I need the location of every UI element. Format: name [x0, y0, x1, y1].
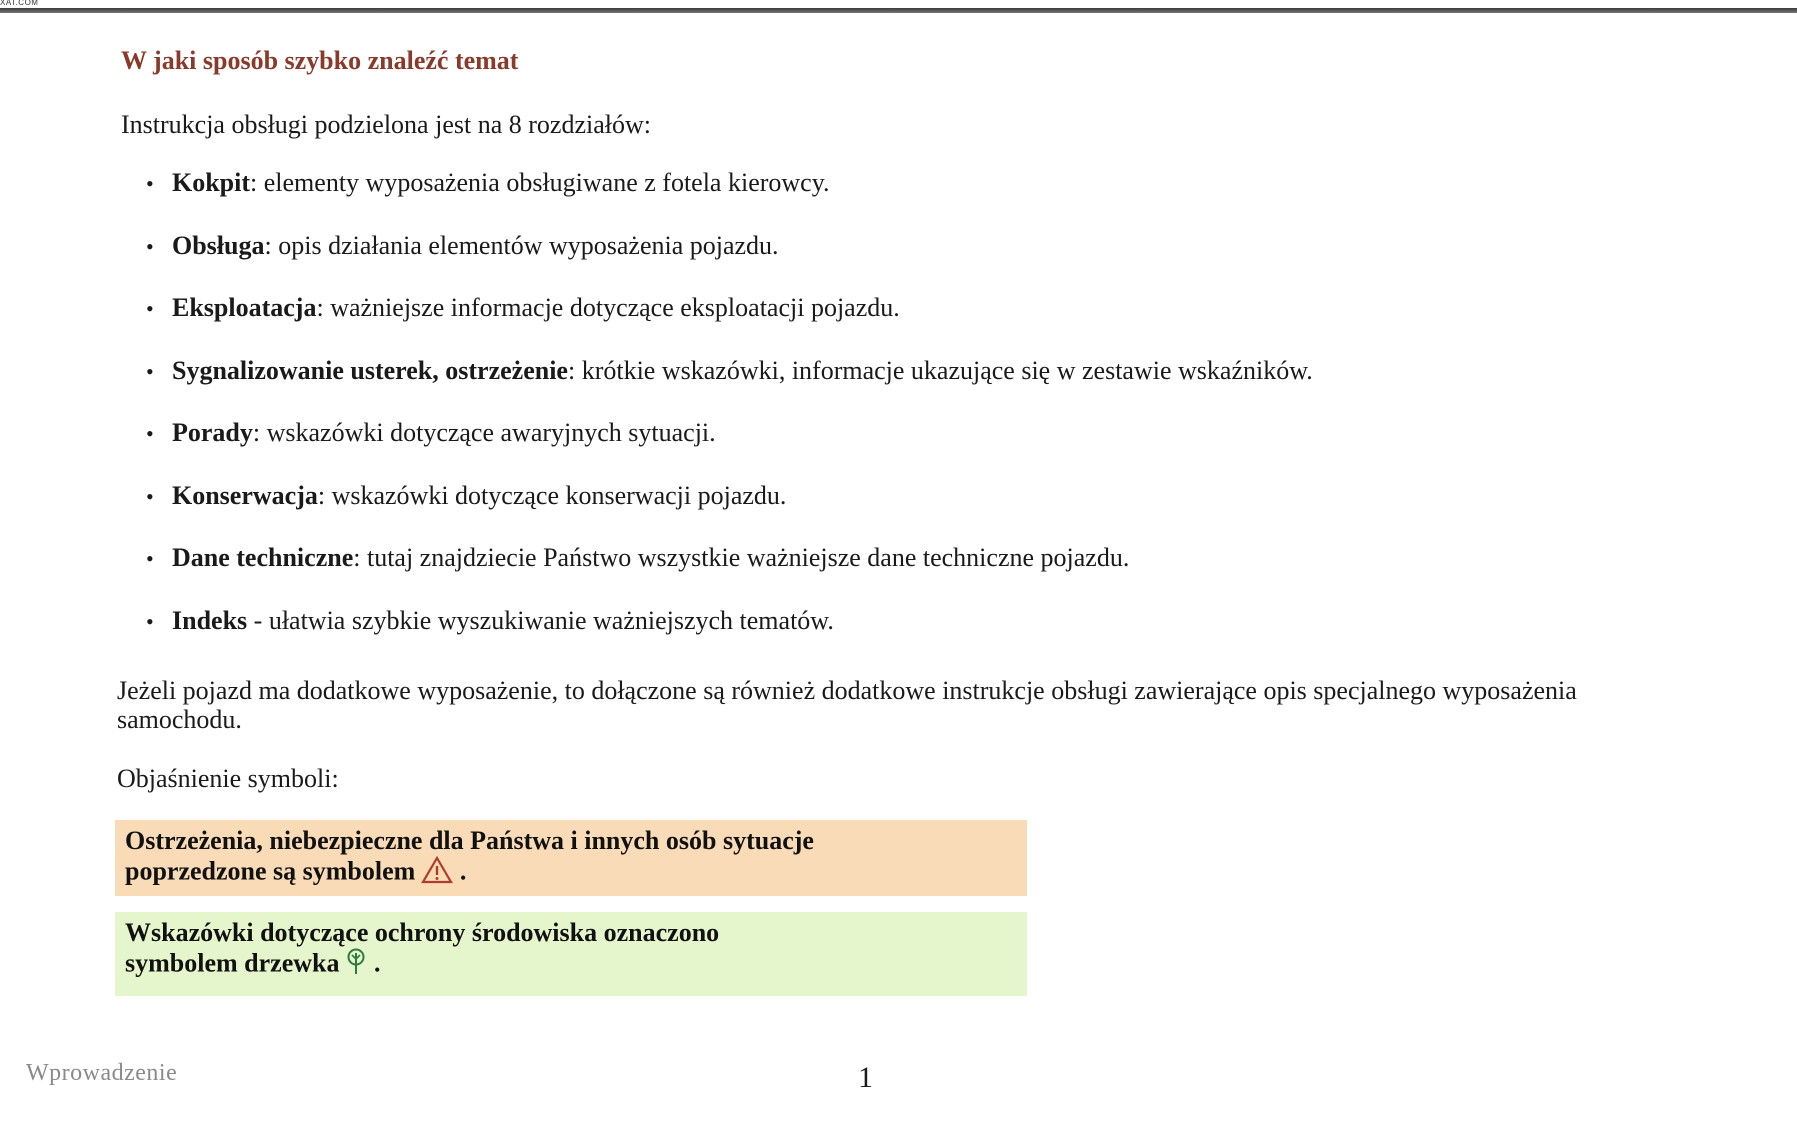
list-item — [146, 543, 1313, 606]
list-item — [146, 418, 1313, 481]
corner-watermark: XAT.COM — [0, 0, 39, 7]
list-item — [146, 606, 1313, 669]
chapter-description: : opis działania elementów wyposażenia pojazdu. — [264, 230, 779, 260]
chapter-description: : ważniejsze informacje dotyczące eksploatacji pojazdu. — [316, 293, 900, 322]
intro-text: Instrukcja obsługi podzielona jest na 8 rozdziałów: — [121, 110, 651, 139]
bullet-icon: • — [146, 608, 154, 634]
page-heading: W jaki sposób szybko znaleźć temat — [121, 46, 519, 75]
bullet-icon: • — [146, 296, 154, 321]
chapter-list — [146, 168, 1313, 668]
chapter-description: : wskazówki dotyczące konserwacji pojazdu. — [317, 480, 787, 510]
list-item — [146, 231, 1313, 294]
environment-note-line: Wskazówki dotyczące ochrony środowiska oznaczono — [125, 918, 720, 947]
footer-section-name: Wprowadzenie — [26, 1060, 178, 1086]
environment-note-end: . — [367, 948, 381, 978]
environment-note-text: symbolem drzewka — [125, 948, 340, 978]
symbols-label: Objaśnienie symboli: — [117, 764, 339, 793]
chapter-title: Obsługa — [172, 230, 265, 260]
warning-note-box — [115, 820, 1027, 896]
bullet-icon: • — [146, 358, 154, 384]
chapter-description: : krótkie wskazówki, informacje ukazujące się w zestawie wskaźników. — [567, 355, 1313, 385]
extra-equipment-text: Jeżeli pojazd ma dodatkowe wyposażenie, to dołączone są również dodatkowe instrukcje obsługi zawierające opis specjalnego wyposażenia samochodu. — [117, 676, 1577, 734]
chapter-description: : tutaj znajdziecie Państwo wszystkie ważniejsze dane techniczne pojazdu. — [353, 543, 1130, 572]
warning-note-end: . — [453, 856, 467, 886]
warning-triangle-icon — [421, 856, 453, 891]
warning-note-line-2 — [125, 856, 1017, 891]
warning-note-text: poprzedzone są symbolem — [125, 856, 416, 886]
chapter-description: - ułatwia szybkie wyszukiwanie ważniejszych tematów. — [247, 605, 834, 635]
list-item — [146, 293, 1313, 356]
chapter-title: Eksploatacja — [172, 293, 317, 322]
chapter-title: Porady — [172, 418, 253, 447]
list-item — [146, 356, 1313, 419]
environment-note-box — [115, 912, 1027, 996]
bullet-icon: • — [146, 421, 154, 446]
bullet-icon: • — [146, 171, 154, 196]
chapter-title: Konserwacja — [172, 480, 318, 510]
chapter-description: : elementy wyposażenia obsługiwane z fotela kierowcy. — [250, 168, 830, 197]
tree-icon — [345, 948, 367, 983]
chapter-title: Sygnalizowanie usterek, ostrzeżenie — [172, 355, 568, 385]
list-item — [146, 168, 1313, 231]
list-item — [146, 481, 1313, 544]
page-number: 1 — [858, 1061, 873, 1094]
chapter-description: : wskazówki dotyczące awaryjnych sytuacji. — [252, 418, 716, 447]
warning-note-line: Ostrzeżenia, niebezpieczne dla Państwa i innych osób sytuacje — [125, 826, 814, 855]
bullet-icon: • — [146, 233, 154, 259]
chapter-title: Dane techniczne — [172, 543, 354, 572]
chapter-title: Kokpit — [172, 168, 251, 197]
chapter-title: Indeks — [172, 605, 248, 635]
bullet-icon: • — [146, 483, 154, 509]
top-rule — [0, 8, 1797, 13]
environment-note-line-2 — [125, 948, 1017, 983]
bullet-icon: • — [146, 546, 154, 571]
